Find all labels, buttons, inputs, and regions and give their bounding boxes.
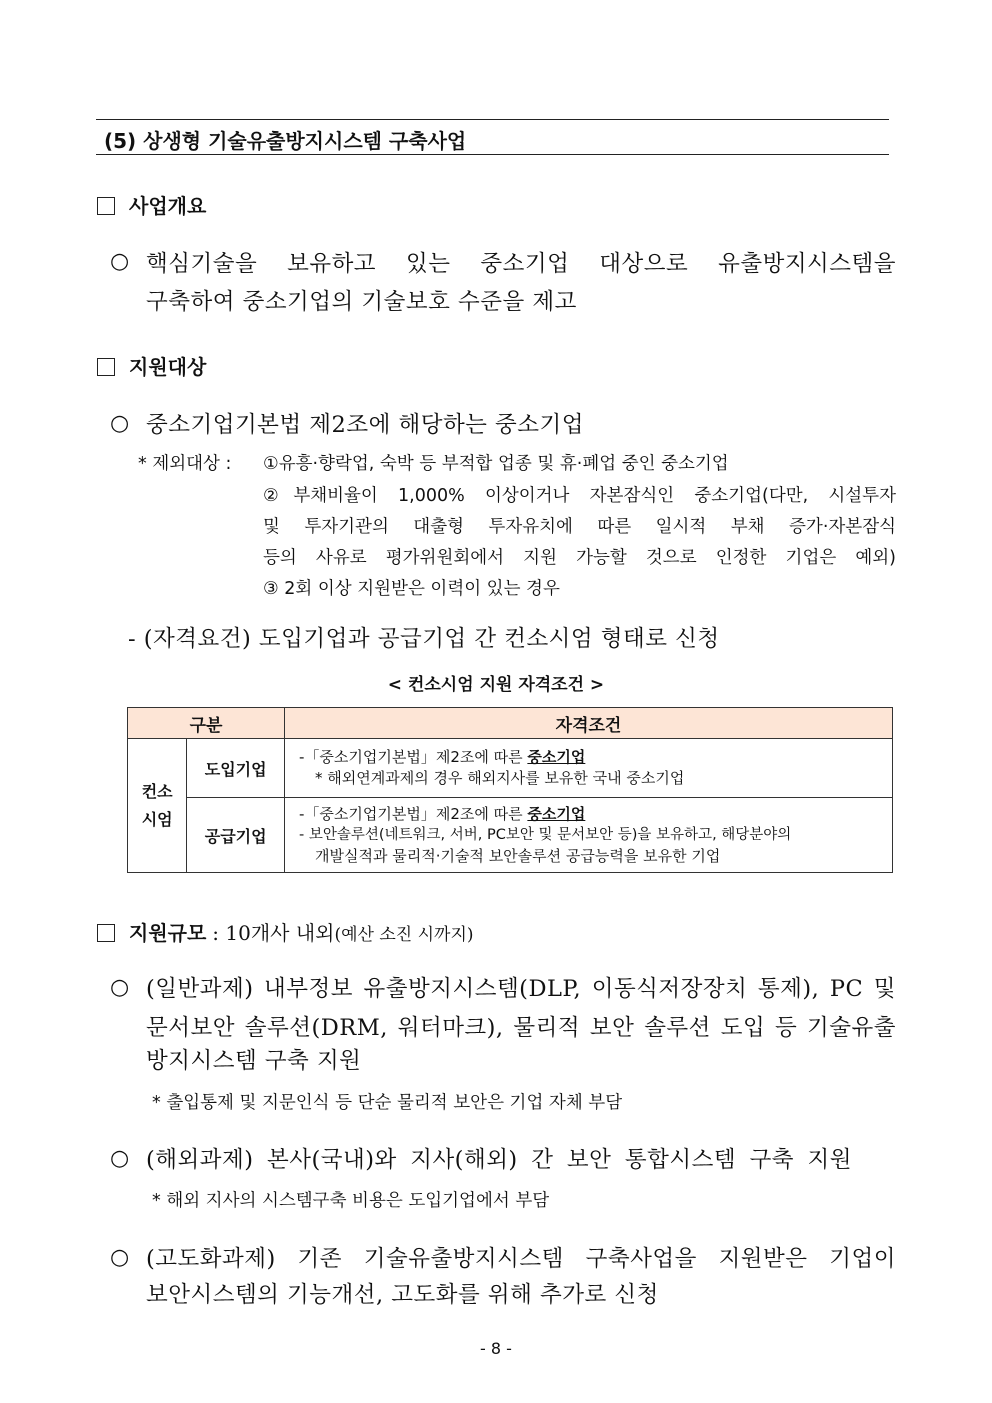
advanced-line-2: 보안시스템의 기능개선, 고도화를 위해 추가로 신청 [146, 1282, 659, 1308]
table-caption: < 컨소시엄 지원 자격조건 > [387, 675, 605, 695]
table-header-category: 구분 [128, 708, 285, 739]
exclusion-item-3: ③ 2회 이상 지원받은 이력이 있는 경우 [263, 579, 560, 599]
target-heading: 지원대상 [97, 351, 206, 380]
overseas-note: * 해외 지사의 시스템구축 비용은 도입기업에서 부담 [152, 1191, 550, 1211]
qualification-requirement: - (자격요건) 도입기업과 공급기업 간 컨소시엄 형태로 신청 [128, 626, 720, 652]
checkbox-square-icon [97, 197, 115, 215]
table-row-label: 공급기업 [187, 798, 285, 873]
overseas-line: (해외과제) 본사(국내)와 지사(해외) 간 보안 통합시스템 구축 지원 [146, 1147, 852, 1173]
general-line-2: 문서보안 솔루션(DRM, 워터마크), 물리적 보안 솔루션 도입 등 기술유출 [146, 1015, 896, 1041]
scale-heading: 지원규모 : 10개사 내외(예산 소진 시까지) [97, 917, 474, 946]
general-line-1: (일반과제) 내부정보 유출방지시스템(DLP, 이동식저장장치 통제), PC 및 [146, 976, 896, 1002]
bullet-icon: ○ [110, 411, 130, 436]
exclusion-item-1: ①유흥·향락업, 숙박 등 부적합 업종 및 휴·폐업 중인 중소기업 [263, 454, 729, 474]
exclusion-label: * 제외대상 : [138, 454, 232, 474]
page-number: - 8 - [480, 1339, 512, 1358]
exclusion-item-2-line-3: 등의 사유로 평가위원회에서 지원 가능할 것으로 인정한 기업은 예외) [263, 548, 896, 568]
advanced-line-1: (고도화과제) 기존 기술유출방지시스템 구축사업을 지원받은 기업이 [146, 1246, 896, 1272]
exclusion-item-2-line-1: ②부채비율이 1,000% 이상이거나 자본잠식인 중소기업(다만, 시설투자 [263, 486, 896, 506]
table-header-conditions: 자격조건 [285, 708, 893, 739]
checkbox-square-icon [97, 358, 115, 376]
table-cell-conditions: -「중소기업기본법」제2조에 따른 중소기업 - 보안솔루션(네트워크, 서버, PC보안 및 문서보안 등)을 보유하고, 해당분야의 개발실적과 물리적·기술적 보안솔루션 공급능력을 보유한 기업 [285, 798, 893, 873]
bullet-icon: ○ [110, 1146, 130, 1171]
table-row [128, 739, 893, 798]
table-group-consortium: 컨소 시엄 [128, 739, 187, 873]
overview-line-1: 핵심기술을 보유하고 있는 중소기업 대상으로 유출방지시스템을 [146, 251, 896, 277]
general-line-3: 방지시스템 구축 지원 [146, 1048, 362, 1074]
bullet-icon: ○ [110, 249, 130, 274]
table-cell-conditions: -「중소기업기본법」제2조에 따른 중소기업 * 해외연계과제의 경우 해외지사를 보유한 국내 중소기업 [285, 739, 893, 798]
overview-heading: 사업개요 [97, 190, 206, 219]
table-row-label: 도입기업 [187, 739, 285, 798]
overview-line-2: 구축하여 중소기업의 기술보호 수준을 제고 [146, 289, 577, 315]
bullet-icon: ○ [110, 975, 130, 1000]
bullet-icon: ○ [110, 1245, 130, 1270]
target-bullet: 중소기업기본법 제2조에 해당하는 중소기업 [146, 412, 585, 438]
section-title: (5) 상생형 기술유출방지시스템 구축사업 [104, 129, 467, 153]
table-row [128, 798, 893, 873]
qualification-table [127, 707, 893, 873]
general-note: * 출입통제 및 지문인식 등 단순 물리적 보안은 기업 자체 부담 [152, 1093, 623, 1113]
table-header-row [128, 708, 893, 739]
checkbox-square-icon [97, 924, 115, 942]
section-title-box [96, 119, 889, 155]
exclusion-item-2-line-2: 및 투자기관의 대출형 투자유치에 따른 일시적 부채 증가·자본잠식 [263, 517, 896, 537]
